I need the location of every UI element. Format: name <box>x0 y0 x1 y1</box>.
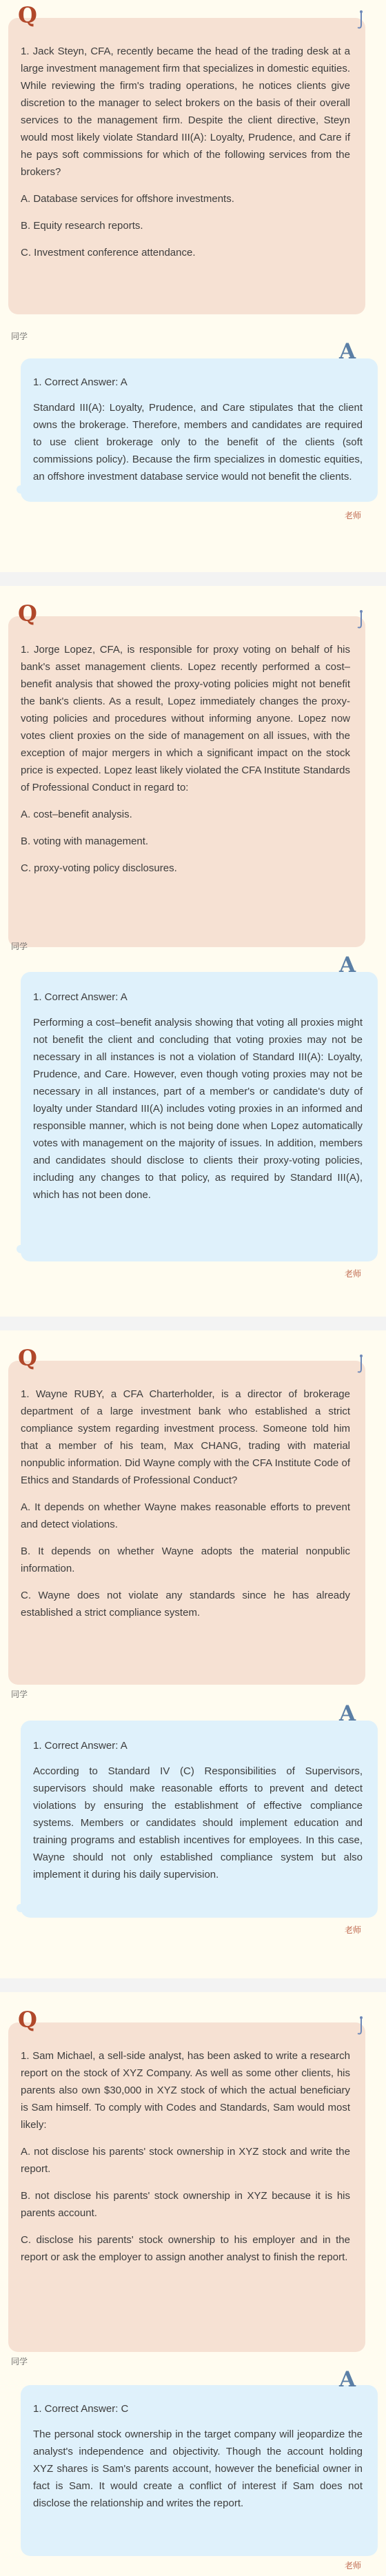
answer-title: 1. Correct Answer: A <box>33 1740 128 1752</box>
hook-icon <box>354 609 368 630</box>
answer-marker: A <box>339 339 356 364</box>
item-divider <box>0 572 386 586</box>
teacher-label: 老师 <box>345 1269 362 1279</box>
answer-text: According to Standard IV (C) Responsibilities of Supervisors, supervisors should make reasonable efforts to prevent and detect violations by ensuring the establishment of effective compliance systems. Members or candidates should implement education and training programs and establish incentives for employees. In this case, Wayne should not only established compliance system but also implement it during his daily supervision. <box>33 1765 363 1880</box>
bubble-tail <box>17 1904 25 1912</box>
answer-text: Performing a cost–benefit analysis showing that voting all proxies might not benefit the client and concluding that voting proxies may not be necessary in all instances is not a violation of Standard III(A): Loyalty, Prudence, and Care. However, even though voting proxies may not be necessary in all instances, part of a member's or candidate's duty of loyalty under Standard III(A) includes voting proxies in an informed and responsible manner, which is not being done when Lopez automatically votes with management on the majority of issues. In addition, members and candidates should disclose to clients their proxy-voting policies, including any changes to that policy, as required by Standard III(A), which has not been done. <box>33 1017 363 1201</box>
answer-marker: A <box>339 953 356 977</box>
option-b: B. not disclose his parents' stock ownership in XYZ because it is his parents account. <box>21 2190 350 2219</box>
question-bubble <box>8 1361 365 1685</box>
bubble-tail <box>17 1245 25 1253</box>
hook-icon <box>354 2016 368 2036</box>
question-text: 1. Wayne RUBY, a CFA Charterholder, is a director of brokerage department of a large investment bank who established a strict compliance system regarding investment process. Someone told him that a member of his team, Max CHANG, trading with material nonpublic information. Did Wayne comply with the CFA Institute Code of Ethics and Standards of Professional Conduct? <box>21 1388 350 1486</box>
question-text: 1. Jorge Lopez, CFA, is responsible for proxy voting on behalf of his bank's asset management clients. Lopez recently performed a cost–benefit analysis that showed the proxy-voting policies might not benefit the bank's clients. As a result, Lopez immediately changes the proxy-voting policies and procedures without informing anyone. Lopez now votes client proxies on the side of management on all issues, with the exception of major mergers in which a significant impact on the stock price is expected. Lopez least likely violated the CFA Institute Standards of Professional Conduct in regard to: <box>21 644 350 793</box>
option-a: A. not disclose his parents' stock ownership in XYZ stock and write the report. <box>21 2146 350 2175</box>
qa-item <box>0 1999 386 2576</box>
answer-bubble <box>21 1721 378 1918</box>
teacher-label: 老师 <box>345 1925 362 1935</box>
answer-bubble <box>21 358 378 502</box>
answer-marker: A <box>339 2367 356 2392</box>
teacher-label: 老师 <box>345 511 362 520</box>
question-text: 1. Jack Steyn, CFA, recently became the head of the trading desk at a large investment management firm that specializes in domestic equities. While reviewing the firm's trading operations, he notices clients give discretion to the manager to select brokers on the basis of their overall services to the management firm. Despite the client directive, Steyn would most likely violate Standard III(A): Loyalty, Prudence, and Care if he pays soft commissions for which of the following services from the brokers? <box>21 45 350 178</box>
question-bubble <box>8 2022 365 2352</box>
question-marker: Q <box>18 2 37 28</box>
answer-bubble <box>21 2385 378 2556</box>
question-bubble <box>8 616 365 947</box>
student-label: 同学 <box>11 942 28 951</box>
hook-icon <box>354 10 368 30</box>
answer-bubble <box>21 972 378 1261</box>
answer-text: The personal stock ownership in the target company will jeopardize the analyst's independence and objectivity. Though the account holding XYZ shares is Sam's parents account, however the beneficial owner in fact is Sam. It would create a conflict of interest if Sam does not disclose the relationship and writes the report. <box>33 2428 363 2509</box>
item-divider <box>0 1978 386 1992</box>
item-divider <box>0 1317 386 1330</box>
option-c: C. Investment conference attendance. <box>21 247 196 258</box>
option-a: A. cost–benefit analysis. <box>21 809 132 820</box>
bubble-tail <box>17 485 25 494</box>
qa-item <box>0 1337 386 1971</box>
question-text: 1. Sam Michael, a sell-side analyst, has been asked to write a research report on the stock of XYZ Company. As well as some other clients, his parents also own $30,000 in XYZ stock of which the actual beneficiary is Sam himself. To comply with Codes and Standards, Sam would most likely: <box>21 2050 350 2131</box>
option-c: C. proxy-voting policy disclosures. <box>21 862 177 874</box>
option-b: B. It depends on whether Wayne adopts the material nonpublic information. <box>21 1545 350 1574</box>
hook-icon <box>354 1354 368 1375</box>
option-b: B. Equity research reports. <box>21 220 143 232</box>
answer-text: Standard III(A): Loyalty, Prudence, and Care stipulates that the client owns the brokerage. Therefore, members and candidates are required to use client brokerage only to the benefit of the clients (soft commissions policy). Because the firm specializes in domestic equities, an offshore investment database service would not benefit the clients. <box>33 402 363 483</box>
answer-title: 1. Correct Answer: A <box>33 376 128 388</box>
qa-item <box>0 0 386 531</box>
option-a: A. It depends on whether Wayne makes reasonable efforts to prevent and detect violations. <box>21 1501 350 1530</box>
student-label: 同学 <box>11 1690 28 1699</box>
answer-marker: A <box>339 1701 356 1726</box>
question-marker: Q <box>18 600 37 627</box>
answer-title: 1. Correct Answer: A <box>33 991 128 1003</box>
teacher-label: 老师 <box>345 2561 362 2570</box>
option-c: C. Wayne does not violate any standards since he has already established a strict compliance system. <box>21 1590 350 1619</box>
answer-title: 1. Correct Answer: C <box>33 2403 129 2415</box>
question-bubble <box>8 18 365 314</box>
qa-item <box>0 593 386 1324</box>
option-a: A. Database services for offshore investments. <box>21 193 234 205</box>
question-marker: Q <box>18 2007 37 2033</box>
question-marker: Q <box>18 1345 37 1371</box>
student-label: 同学 <box>11 2357 28 2366</box>
option-b: B. voting with management. <box>21 835 149 847</box>
student-label: 同学 <box>11 332 28 341</box>
option-c: C. disclose his parents' stock ownership to his employer and in the report or ask the employer to assign another analyst to finish the report. <box>21 2234 350 2263</box>
